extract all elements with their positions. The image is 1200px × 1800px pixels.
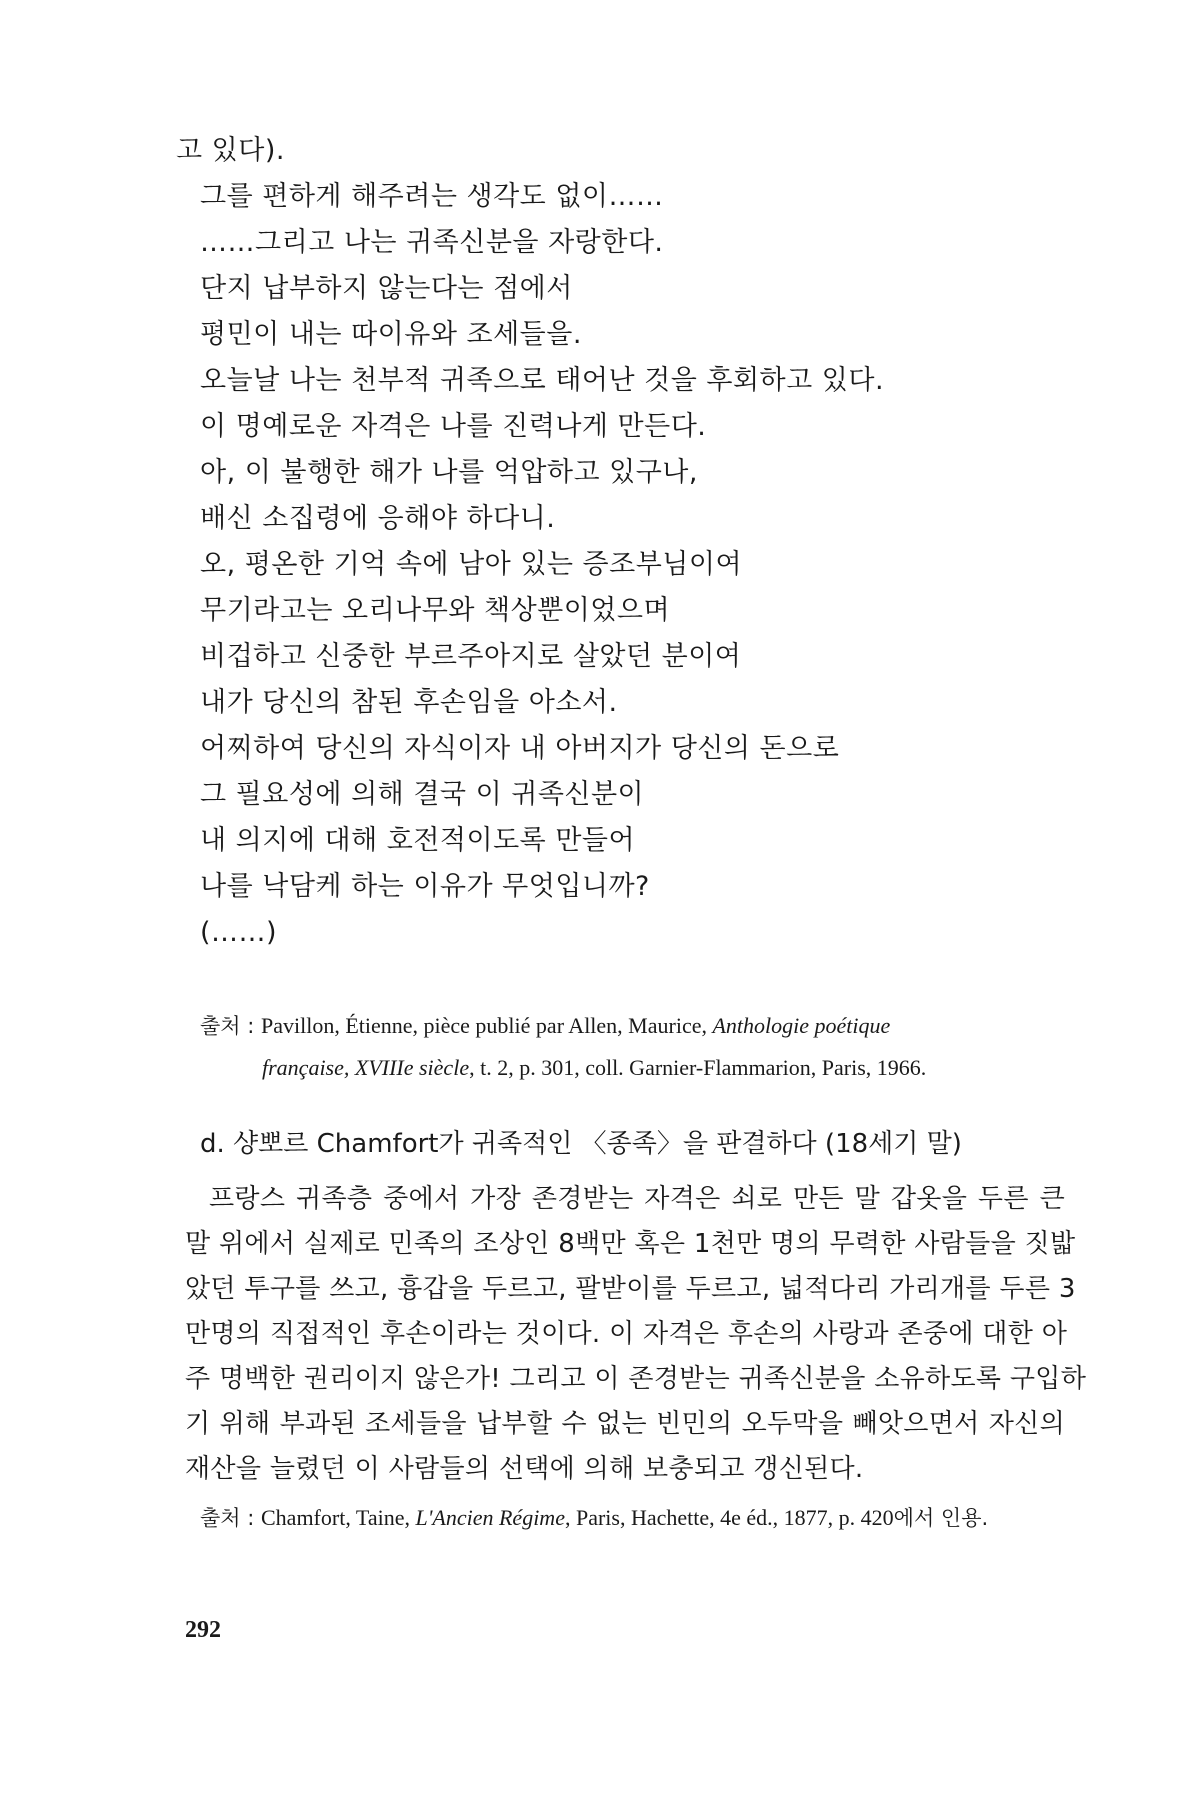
source-title: L'Ancien Régime (415, 1505, 565, 1530)
paragraph-line: 주 명백한 권리이지 않은가! 그리고 이 존경받는 귀족신분을 소유하도록 구입하 (185, 1364, 1087, 1394)
source-text: , t. 2, p. 301, coll. Garnier-Flammarion, Paris, 1966. (469, 1055, 927, 1080)
poem-line: 내 의지에 대해 호전적이도록 만들어 (200, 825, 636, 856)
poem-line: 비겁하고 신중한 부르주아지로 살았던 분이여 (200, 641, 742, 672)
poem-line: 아, 이 불행한 해가 나를 억압하고 있구나, (200, 457, 698, 488)
source-citation-2 (200, 1500, 1080, 1536)
poem-line: 내가 당신의 참된 후손임을 아소서. (200, 687, 618, 718)
poem-line: 무기라고는 오리나무와 책상뿐이었으며 (200, 595, 671, 626)
source-citation-line (200, 1047, 1080, 1089)
poem-line: (……) (200, 917, 278, 948)
source-citation-1 (200, 1005, 1080, 1089)
poem-line: 오늘날 나는 천부적 귀족으로 태어난 것을 후회하고 있다. (200, 365, 885, 396)
paragraph-line: 프랑스 귀족층 중에서 가장 존경받는 자격은 쇠로 만든 말 갑옷을 두른 큰 (209, 1184, 1065, 1214)
paragraph-line: 기 위해 부과된 조세들을 납부할 수 없는 빈민의 오두막을 빼앗으면서 자신의 (185, 1409, 1065, 1439)
poem-line: 어찌하여 당신의 자식이자 내 아버지가 당신의 돈으로 (200, 733, 840, 764)
poem-line: 고 있다). (176, 135, 285, 166)
page-number: 292 (185, 1617, 221, 1643)
source-text: Pavillon, Étienne, pièce publié par Allen, Maurice, (261, 1013, 713, 1038)
paragraph-line: 말 위에서 실제로 민족의 조상인 8백만 혹은 1천만 명의 무력한 사람들을 짓밟 (185, 1229, 1076, 1259)
poem-line: 평민이 내는 따이유와 조세들을. (200, 319, 582, 350)
source-title: Anthologie poétique (712, 1013, 891, 1038)
paragraph-line: 았던 투구를 쓰고, 흉갑을 두르고, 팔받이를 두르고, 넓적다리 가리개를 두른 3 (185, 1274, 1076, 1304)
paragraph-line: 재산을 늘렸던 이 사람들의 선택에 의해 보충되고 갱신된다. (185, 1454, 864, 1484)
source-suffix: 에서 인용. (893, 1506, 989, 1530)
source-citation-line (200, 1005, 1080, 1047)
poem-line: 배신 소집령에 응해야 하다니. (200, 503, 556, 534)
source-title: française, XVIIIe siècle (262, 1055, 470, 1080)
poem-line: 단지 납부하지 않는다는 점에서 (200, 273, 573, 304)
section-heading: d. 샹뽀르 Chamfort가 귀족적인 〈종족〉을 판결하다 (18세기 말) (200, 1129, 962, 1159)
poem-line: 나를 낙담케 하는 이유가 무엇입니까? (200, 871, 650, 902)
poem-block (176, 128, 1100, 956)
poem-line: 그 필요성에 의해 결국 이 귀족신분이 (200, 779, 645, 810)
poem-line: 이 명예로운 자격은 나를 진력나게 만든다. (200, 411, 707, 442)
source-label: 출처 : (200, 1014, 261, 1038)
source-text: Chamfort, Taine, (261, 1505, 416, 1530)
poem-line: 오, 평온한 기억 속에 남아 있는 증조부님이여 (200, 549, 743, 580)
paragraph-line: 만명의 직접적인 후손이라는 것이다. 이 자격은 후손의 사랑과 존중에 대한 아 (185, 1319, 1068, 1349)
body-paragraph (185, 1177, 1087, 1492)
poem-line: ……그리고 나는 귀족신분을 자랑한다. (200, 227, 664, 258)
poem-line: 그를 편하게 해주려는 생각도 없이…… (200, 181, 664, 212)
source-label: 출처 : (200, 1506, 261, 1530)
source-text: , Paris, Hachette, 4e éd., 1877, p. 420 (564, 1505, 894, 1530)
